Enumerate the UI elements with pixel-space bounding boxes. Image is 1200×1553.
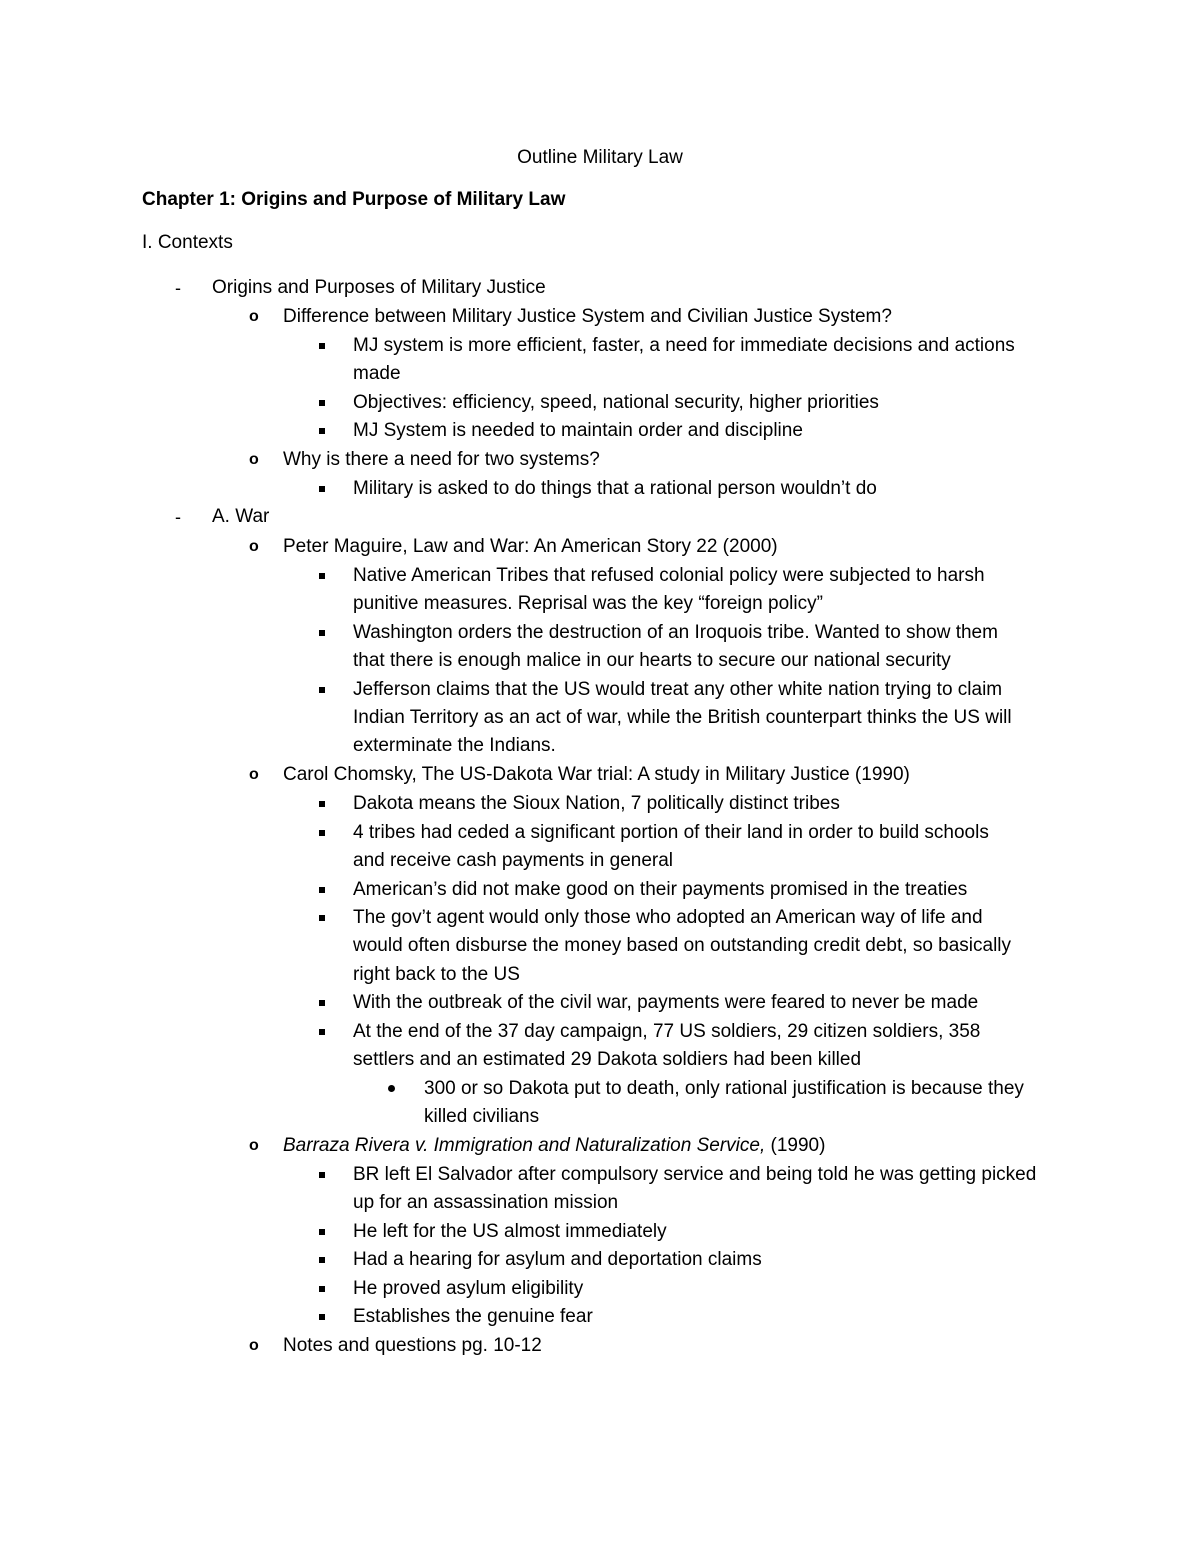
- circle-bullet: o: [249, 1337, 259, 1354]
- list-item: American’s did not make good on their payments promised in the treaties: [353, 879, 968, 900]
- list-item-continuation: settlers and an estimated 29 Dakota soldiers had been killed: [353, 1049, 862, 1070]
- case-year: (1990): [765, 1135, 826, 1156]
- dash-bullet: -: [175, 507, 181, 527]
- square-bullet: [319, 1286, 325, 1292]
- circle-bullet: o: [249, 766, 259, 783]
- list-item-continuation: would often disburse the money based on outstanding credit debt, so basically: [353, 935, 1012, 956]
- list-item: Native American Tribes that refused colonial policy were subjected to harsh: [353, 565, 985, 586]
- square-bullet: [319, 1000, 325, 1006]
- list-item: MJ System is needed to maintain order and discipline: [353, 420, 803, 441]
- circle-bullet: o: [249, 451, 259, 468]
- list-item: A. War: [212, 506, 270, 527]
- section-heading: I. Contexts: [142, 232, 233, 253]
- circle-bullet: o: [249, 1137, 259, 1154]
- list-item-continuation: that there is enough malice in our hearts to secure our national security: [353, 650, 951, 671]
- list-item-continuation: exterminate the Indians.: [353, 735, 556, 756]
- list-item: BR left El Salvador after compulsory service and being told he was getting picked: [353, 1164, 1037, 1185]
- list-item: Notes and questions pg. 10-12: [283, 1335, 542, 1356]
- list-item: Why is there a need for two systems?: [283, 449, 600, 470]
- list-item-continuation: punitive measures. Reprisal was the key “foreign policy”: [353, 593, 823, 614]
- square-bullet: [319, 630, 325, 636]
- circle-bullet: o: [249, 538, 259, 555]
- dot-bullet: [388, 1085, 395, 1092]
- chapter-heading: Chapter 1: Origins and Purpose of Military Law: [142, 189, 566, 210]
- document-title: Outline Military Law: [517, 147, 683, 168]
- square-bullet: [319, 343, 325, 349]
- list-item: At the end of the 37 day campaign, 77 US soldiers, 29 citizen soldiers, 358: [353, 1021, 981, 1042]
- square-bullet: [319, 428, 325, 434]
- list-item-continuation: and receive cash payments in general: [353, 850, 674, 871]
- list-item: Dakota means the Sioux Nation, 7 politically distinct tribes: [353, 793, 840, 814]
- case-name: Barraza Rivera v. Immigration and Naturalization Service,: [283, 1135, 766, 1156]
- list-item: Military is asked to do things that a rational person wouldn’t do: [353, 478, 877, 499]
- square-bullet: [319, 1314, 325, 1320]
- list-item: Difference between Military Justice System and Civilian Justice System?: [283, 306, 892, 327]
- case-citation: [283, 1132, 825, 1160]
- list-item: Washington orders the destruction of an Iroquois tribe. Wanted to show them: [353, 622, 998, 643]
- square-bullet: [319, 573, 325, 579]
- list-item: With the outbreak of the civil war, payments were feared to never be made: [353, 992, 979, 1013]
- square-bullet: [319, 400, 325, 406]
- list-item: Peter Maguire, Law and War: An American Story 22 (2000): [283, 536, 778, 557]
- square-bullet: [319, 915, 325, 921]
- list-item: The gov’t agent would only those who adopted an American way of life and: [353, 907, 983, 928]
- list-item: Had a hearing for asylum and deportation claims: [353, 1249, 762, 1270]
- square-bullet: [319, 687, 325, 693]
- square-bullet: [319, 1229, 325, 1235]
- dash-bullet: -: [175, 278, 181, 298]
- square-bullet: [319, 887, 325, 893]
- list-item: 300 or so Dakota put to death, only rational justification is because they: [424, 1078, 1024, 1099]
- list-item-continuation: Indian Territory as an act of war, while the British counterpart thinks the US will: [353, 707, 1012, 728]
- list-item-continuation: up for an assassination mission: [353, 1192, 619, 1213]
- list-item: He left for the US almost immediately: [353, 1221, 667, 1242]
- list-item-continuation: killed civilians: [424, 1106, 540, 1127]
- list-item: Establishes the genuine fear: [353, 1306, 593, 1327]
- square-bullet: [319, 1172, 325, 1178]
- square-bullet: [319, 486, 325, 492]
- list-item-continuation: right back to the US: [353, 964, 520, 985]
- list-item: 4 tribes had ceded a significant portion of their land in order to build schools: [353, 822, 989, 843]
- circle-bullet: o: [249, 308, 259, 325]
- list-item: He proved asylum eligibility: [353, 1278, 584, 1299]
- list-item: Carol Chomsky, The US-Dakota War trial: A study in Military Justice (1990): [283, 764, 910, 785]
- list-item: Jefferson claims that the US would treat any other white nation trying to claim: [353, 679, 1003, 700]
- list-item: MJ system is more efficient, faster, a need for immediate decisions and actions: [353, 335, 1015, 356]
- square-bullet: [319, 801, 325, 807]
- square-bullet: [319, 1257, 325, 1263]
- list-item-continuation: made: [353, 363, 401, 384]
- square-bullet: [319, 830, 325, 836]
- list-item: Objectives: efficiency, speed, national security, higher priorities: [353, 392, 879, 413]
- list-item: Origins and Purposes of Military Justice: [212, 277, 546, 298]
- square-bullet: [319, 1029, 325, 1035]
